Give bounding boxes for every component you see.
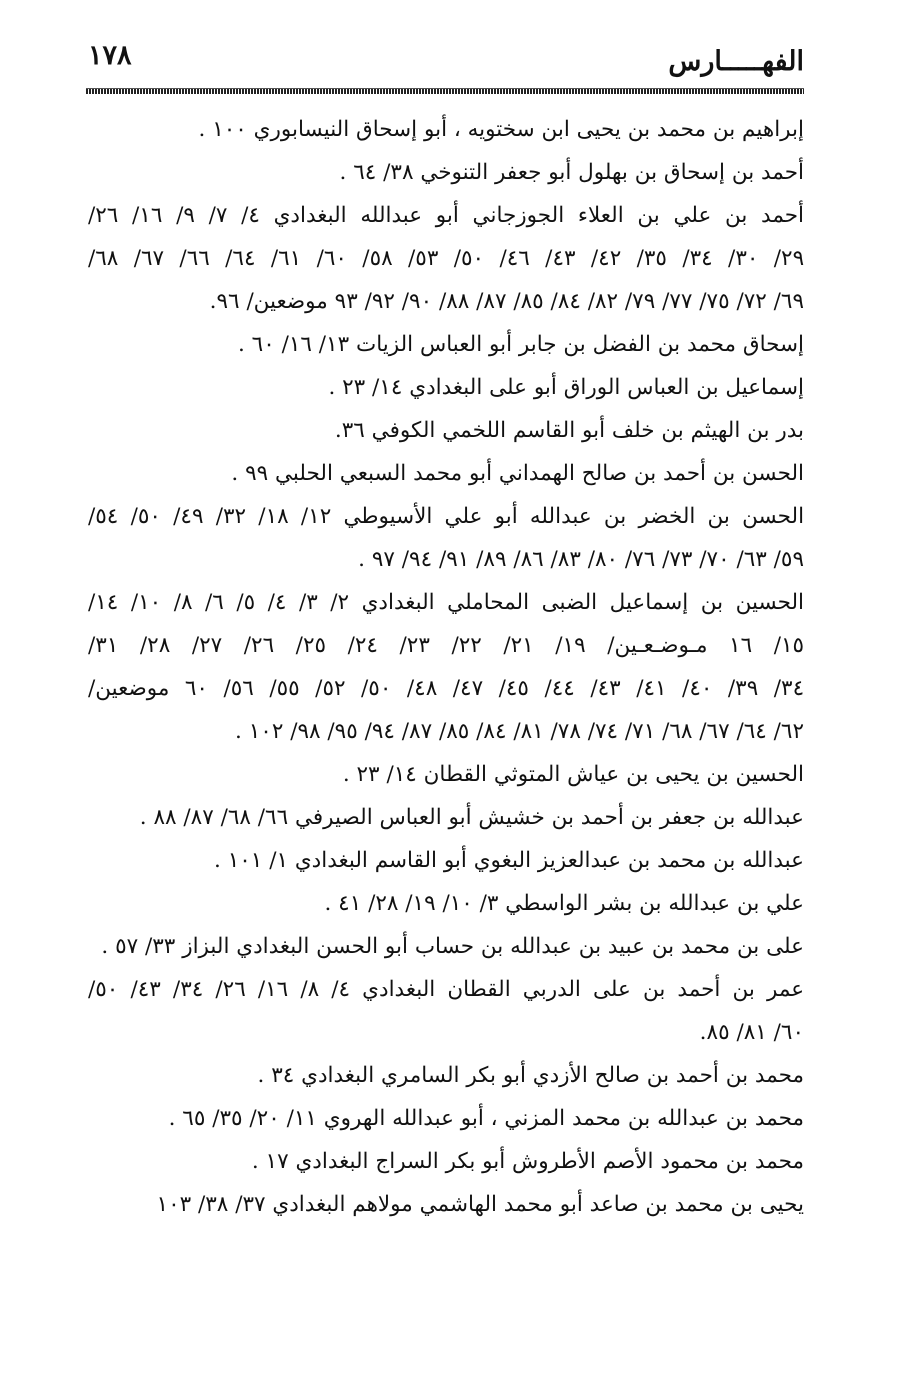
entry-line: ٦٠/ ٨١/ ٨٥. <box>699 1020 804 1045</box>
entry-line: ٥٩/ ٦٣/ ٧٠/ ٧٣/ ٧٦/ ٨٠/ ٨٣/ ٨٦/ ٨٩/ ٩١/ ٩٤/ ٩٧ . <box>358 547 804 572</box>
index-entry <box>88 839 804 882</box>
entry-line: إسماعيل بن العباس الوراق أبو على البغدادي ١٤/ ٢٣ . <box>328 375 804 400</box>
index-entry <box>88 108 804 151</box>
entry-line: محمد بن أحمد بن صالح الأزدي أبو بكر السامري البغدادي ٣٤ . <box>257 1063 804 1088</box>
index-entry <box>88 495 804 581</box>
index-entry <box>88 1054 804 1097</box>
entry-line: محمد بن محمود الأصم الأطروش أبو بكر السراج البغدادي ١٧ . <box>251 1149 804 1174</box>
entry-line: الحسين بن إسماعيل الضبى المحاملي البغدادي ٢/ ٣/ ٤/ ٥/ ٦/ ٨/ ١٠/ ١٤/ <box>88 590 805 615</box>
entry-line: ٣٤/ ٣٩/ ٤٠/ ٤١/ ٤٣/ ٤٤/ ٤٥/ ٤٧/ ٤٨/ ٥٠/ ٥٢/ ٥٥/ ٥٦/ ٦٠ موضعين/ <box>88 676 805 701</box>
entry-line: عبدالله بن جعفر بن أحمد بن خشيش أبو العباس الصيرفي ٦٦/ ٦٨/ ٨٧/ ٨٨ . <box>139 805 804 830</box>
index-entry <box>88 796 804 839</box>
entry-line: الحسن بن أحمد بن صالح الهمداني أبو محمد السبعي الحلبي ٩٩ . <box>231 461 804 486</box>
entry-line: أحمد بن علي بن العلاء الجوزجاني أبو عبدالله البغدادي ٤/ ٧/ ٩/ ١٦/ ٢٦/ <box>88 203 805 228</box>
index-entry <box>88 366 804 409</box>
index-entry <box>88 194 804 323</box>
index-entry <box>88 452 804 495</box>
entry-line: ٢٩/ ٣٠/ ٣٤/ ٣٥/ ٤٢/ ٤٣/ ٤٦/ ٥٠/ ٥٣/ ٥٨/ ٦٠/ ٦١/ ٦٤/ ٦٦/ ٦٧/ ٦٨/ <box>88 246 805 271</box>
entry-line: محمد بن عبدالله بن محمد المزني ، أبو عبدالله الهروي ١١/ ٢٠/ ٣٥/ ٦٥ . <box>168 1106 804 1131</box>
entry-line: ١٥/ ١٦ مـوضـعـين/ ١٩/ ٢١/ ٢٢/ ٢٣/ ٢٤/ ٢٥/ ٢٦/ ٢٧/ ٢٨/ ٣١/ <box>88 633 805 658</box>
entry-line: عمر بن أحمد بن على الدربي القطان البغدادي ٤/ ٨/ ١٦/ ٢٦/ ٣٤/ ٤٣/ ٥٠/ <box>88 977 805 1002</box>
index-entry <box>88 1140 804 1183</box>
index-entry <box>88 1097 804 1140</box>
page-header <box>86 30 804 90</box>
index-entry <box>88 925 804 968</box>
entry-line: بدر بن الهيثم بن خلف أبو القاسم اللخمي الكوفي ٣٦. <box>334 418 804 443</box>
entry-line: الحسن بن الخضر بن عبدالله أبو علي الأسيوطي ١٢/ ١٨/ ٣٢/ ٤٩/ ٥٠/ ٥٤/ <box>88 504 805 529</box>
index-entry <box>88 882 804 925</box>
index-entry <box>88 968 804 1054</box>
index-entry <box>88 1183 804 1226</box>
entry-line: علي بن عبدالله بن بشر الواسطي ٣/ ١٠/ ١٩/ ٢٨/ ٤١ . <box>324 891 804 916</box>
running-title: الفهـــــارس <box>668 46 804 77</box>
entry-line: إبراهيم بن محمد بن يحيى ابن سختويه ، أبو إسحاق النيسابوري ١٠٠ . <box>198 117 804 142</box>
index-entry <box>88 409 804 452</box>
index-entry <box>88 151 804 194</box>
entry-line: عبدالله بن محمد بن عبدالعزيز البغوي أبو القاسم البغدادي ١/ ١٠١ . <box>214 848 804 873</box>
entry-line: إسحاق محمد بن الفضل بن جابر أبو العباس الزيات ١٣/ ١٦/ ٦٠ . <box>238 332 804 357</box>
index-entry <box>88 753 804 796</box>
entry-line: يحيى بن محمد بن صاعد أبو محمد الهاشمي مولاهم البغدادي ٣٧/ ٣٨/ ١٠٣ <box>156 1192 804 1217</box>
entry-line: ٦٢/ ٦٤/ ٦٧/ ٦٨/ ٧١/ ٧٤/ ٧٨/ ٨١/ ٨٤/ ٨٥/ ٨٧/ ٩٤/ ٩٥/ ٩٨/ ١٠٢ . <box>235 719 804 744</box>
index-entries <box>88 108 804 1226</box>
entry-line: أحمد بن إسحاق بن بهلول أبو جعفر التنوخي ٣٨/ ٦٤ . <box>339 160 804 185</box>
entry-line: على بن محمد بن عبيد بن عبدالله بن حساب أبو الحسن البغدادي البزاز ٣٣/ ٥٧ . <box>101 934 804 959</box>
page-number: ١٧٨ <box>88 40 132 71</box>
entry-line: ٦٩/ ٧٢/ ٧٥/ ٧٧/ ٧٩/ ٨٢/ ٨٤/ ٨٥/ ٨٧/ ٨٨/ ٩٠/ ٩٢/ ٩٣ موضعين/ ٩٦. <box>209 289 804 314</box>
header-rule <box>86 88 804 94</box>
index-entry <box>88 581 804 753</box>
entry-line: الحسين بن يحيى بن عياش المتوثي القطان ١٤/ ٢٣ . <box>342 762 804 787</box>
index-entry <box>88 323 804 366</box>
